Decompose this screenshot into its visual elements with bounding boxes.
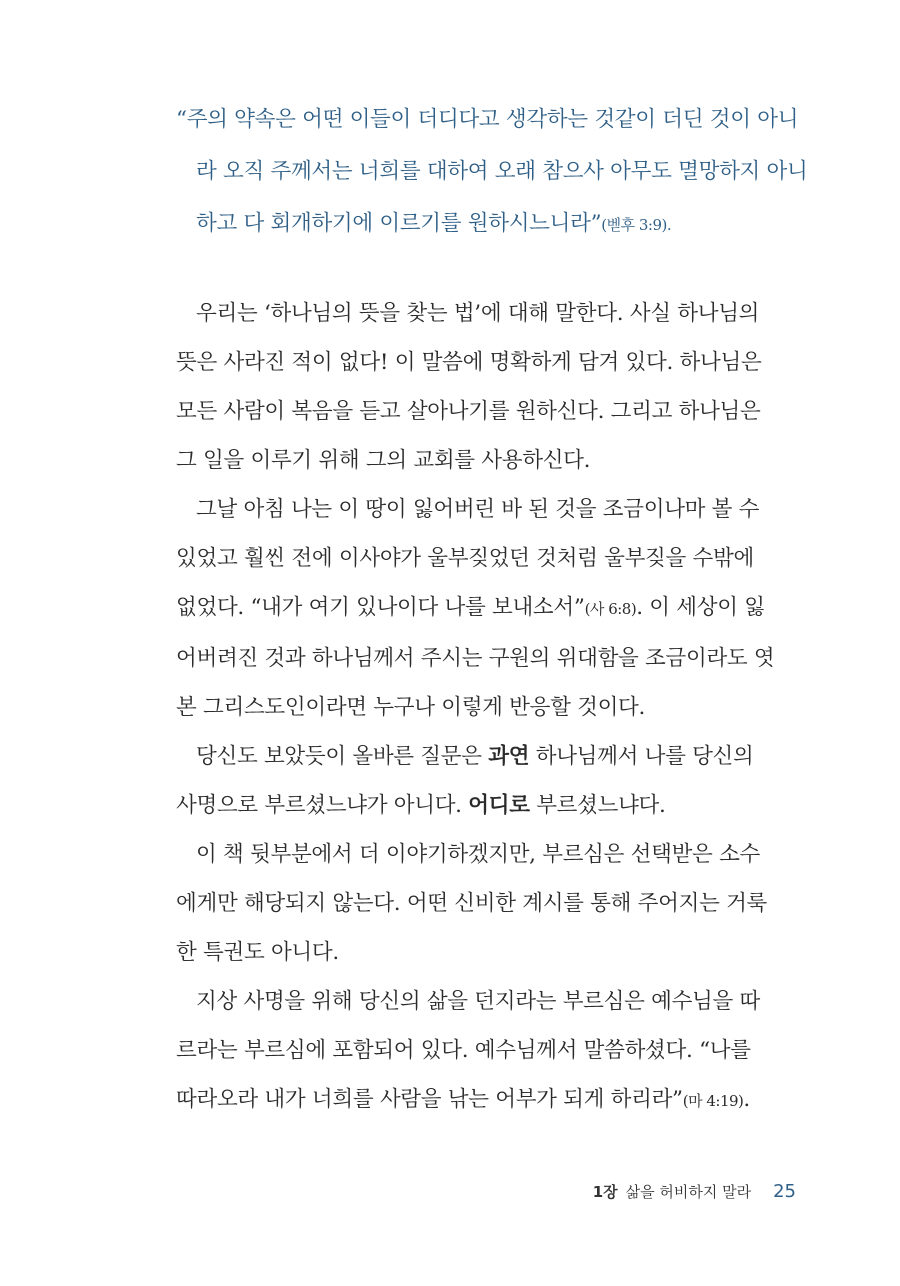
quote-reference: (벧후 3:9). (601, 216, 672, 234)
paragraph-line: 어버려진 것과 하나님께서 주시는 구원의 위대함을 조금이라도 엿 (176, 646, 775, 671)
emphasis-text: 과연 (488, 744, 530, 769)
paragraph-line: 본 그리스도인이라면 누구나 이렇게 반응할 것이다. (176, 695, 646, 720)
paragraph-text: 하나님께서 나를 당신의 (529, 744, 754, 769)
paragraph-line: 르라는 부르심에 포함되어 있다. 예수님께서 말씀하셨다. “나를 (176, 1038, 751, 1063)
scripture-quote (176, 94, 808, 251)
paragraph-text: 따라오라 내가 너희를 사람을 낚는 어부가 되게 하리라” (176, 1087, 683, 1112)
chapter-title: 삶을 허비하지 말라 (625, 1182, 752, 1201)
paragraph-line: 에게만 해당되지 않는다. 어떤 신비한 계시를 통해 주어지는 거룩 (176, 891, 768, 916)
scripture-reference: (마 4:19) (682, 1092, 744, 1110)
paragraph-text: 부르셨느냐다. (529, 793, 666, 818)
emphasis-text: 어디로 (468, 793, 530, 818)
body-text (176, 289, 796, 1126)
paragraph-text: . (743, 1087, 750, 1112)
paragraph-line: 지상 사명을 위해 당신의 삶을 던지라는 부르심은 예수님을 따 (196, 989, 761, 1014)
paragraph-line: 그날 아침 나는 이 땅이 잃어버린 바 된 것을 조금이나마 볼 수 (196, 497, 760, 522)
paragraph-text: 없었다. “내가 여기 있나이다 나를 보내소서” (176, 595, 585, 620)
paragraph-line: 한 특권도 아니다. (176, 940, 339, 965)
paragraph-line: 있었고 훨씬 전에 이사야가 울부짖었던 것처럼 울부짖을 수밖에 (176, 546, 754, 571)
chapter-number: 1장 (592, 1182, 618, 1201)
paragraph-text: 당신도 보았듯이 올바른 질문은 (196, 744, 489, 769)
quote-line: 라 오직 주께서는 너희를 대하여 오래 참으사 아무도 멸망하지 아니 (196, 159, 808, 184)
paragraph-line: 우리는 ‘하나님의 뜻을 찾는 법’에 대해 말한다. 사실 하나님의 (196, 301, 760, 326)
paragraph-line (176, 583, 796, 634)
scripture-reference: (사 6:8) (584, 600, 637, 618)
paragraph-line: 뜻은 사라진 적이 없다! 이 말씀에 명확하게 담겨 있다. 하나님은 (176, 350, 762, 375)
quote-line (176, 198, 796, 251)
quote-line: “주의 약속은 어떤 이들이 더디다고 생각하는 것같이 더딘 것이 아니 (176, 107, 799, 132)
paragraph-line: 이 책 뒷부분에서 더 이야기하겠지만, 부르심은 선택받은 소수 (196, 842, 761, 867)
paragraph-text: . 이 세상이 잃 (636, 595, 765, 620)
paragraph-line: 모든 사람이 복음을 듣고 살아나기를 원하신다. 그리고 하나님은 (176, 399, 761, 424)
page-footer (560, 1176, 796, 1206)
paragraph-line (176, 732, 796, 781)
paragraph-line (176, 781, 796, 830)
quote-line-text: 하고 다 회개하기에 이르기를 원하시느니라” (196, 211, 602, 236)
page-number: 25 (773, 1180, 796, 1202)
paragraph-line: 그 일을 이루기 위해 그의 교회를 사용하신다. (176, 448, 591, 473)
paragraph-line (176, 1075, 796, 1126)
paragraph-text: 사명으로 부르셨느냐가 아니다. (176, 793, 469, 818)
